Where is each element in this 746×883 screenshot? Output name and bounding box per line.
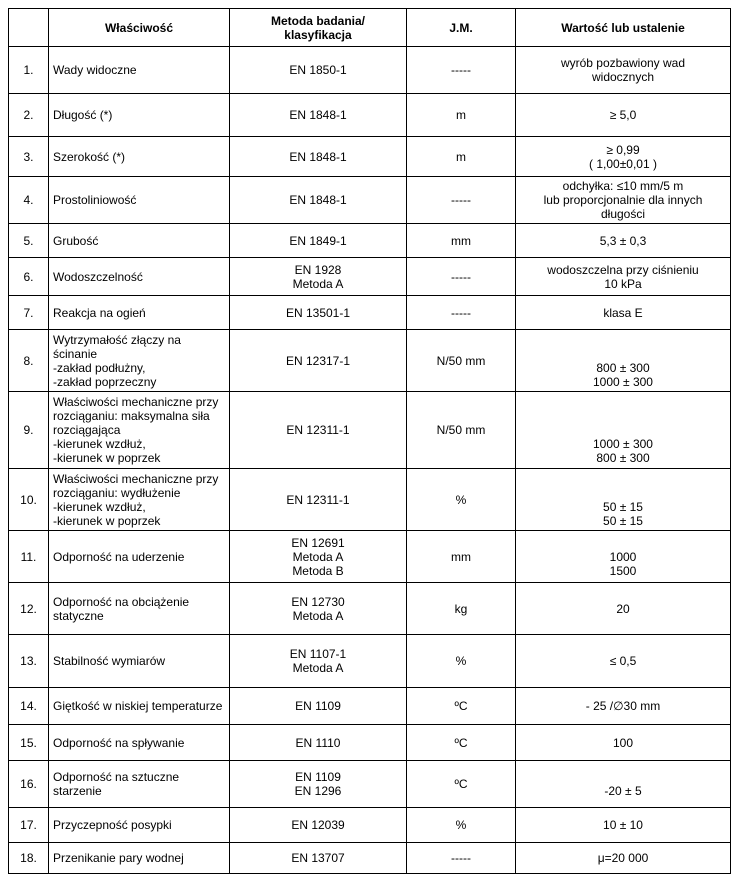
- table-row: [9, 808, 731, 843]
- unit: N/50 mm: [407, 392, 516, 469]
- test-method: EN 12311-1: [230, 392, 407, 469]
- property-name: Wytrzymałość złączy na ścinanie -zakład podłużny, -zakład poprzeczny: [49, 330, 230, 392]
- property-name: Prostoliniowość: [49, 177, 230, 224]
- table-row: [9, 224, 731, 258]
- property-name: Szerokość (*): [49, 137, 230, 177]
- property-name: Wodoszczelność: [49, 258, 230, 296]
- table-row: [9, 531, 731, 583]
- unit: %: [407, 469, 516, 531]
- unit: kg: [407, 583, 516, 635]
- value: wyrób pozbawiony wad widocznych: [516, 47, 731, 94]
- table-row: [9, 330, 731, 392]
- test-method: EN 12691 Metoda A Metoda B: [230, 531, 407, 583]
- row-number: 11.: [9, 531, 49, 583]
- property-name: Reakcja na ogień: [49, 296, 230, 330]
- test-method: EN 1107-1 Metoda A: [230, 635, 407, 688]
- property-name: Wady widoczne: [49, 47, 230, 94]
- row-number: 4.: [9, 177, 49, 224]
- unit: -----: [407, 258, 516, 296]
- value: 5,3 ± 0,3: [516, 224, 731, 258]
- table-row: [9, 761, 731, 808]
- table-row: [9, 635, 731, 688]
- unit: m: [407, 94, 516, 137]
- table-row: [9, 137, 731, 177]
- test-method: EN 12311-1: [230, 469, 407, 531]
- property-name: Długość (*): [49, 94, 230, 137]
- unit: N/50 mm: [407, 330, 516, 392]
- unit: mm: [407, 531, 516, 583]
- row-number: 1.: [9, 47, 49, 94]
- value: 1000 ± 300 800 ± 300: [516, 392, 731, 469]
- header-row: [9, 9, 731, 47]
- unit: mm: [407, 224, 516, 258]
- test-method: EN 1928 Metoda A: [230, 258, 407, 296]
- header-method: Metoda badania/ klasyfikacja: [230, 9, 407, 47]
- header-number: [9, 9, 49, 47]
- row-number: 10.: [9, 469, 49, 531]
- value: 10 ± 10: [516, 808, 731, 843]
- row-number: 8.: [9, 330, 49, 392]
- table-row: [9, 469, 731, 531]
- value: ≥ 0,99 ( 1,00±0,01 ): [516, 137, 731, 177]
- row-number: 14.: [9, 688, 49, 725]
- table-row: [9, 688, 731, 725]
- property-name: Stabilność wymiarów: [49, 635, 230, 688]
- test-method: EN 1110: [230, 725, 407, 761]
- test-method: EN 13501-1: [230, 296, 407, 330]
- table-row: [9, 296, 731, 330]
- row-number: 7.: [9, 296, 49, 330]
- row-number: 12.: [9, 583, 49, 635]
- test-method: EN 1109: [230, 688, 407, 725]
- header-unit: J.M.: [407, 9, 516, 47]
- table-row: [9, 843, 731, 874]
- row-number: 17.: [9, 808, 49, 843]
- unit: ºC: [407, 725, 516, 761]
- row-number: 2.: [9, 94, 49, 137]
- row-number: 3.: [9, 137, 49, 177]
- header-property: Właściwość: [49, 9, 230, 47]
- test-method: EN 1850-1: [230, 47, 407, 94]
- table-row: [9, 94, 731, 137]
- row-number: 18.: [9, 843, 49, 874]
- row-number: 9.: [9, 392, 49, 469]
- property-name: Giętkość w niskiej temperaturze: [49, 688, 230, 725]
- table-row: [9, 258, 731, 296]
- value: - 25 /∅30 mm: [516, 688, 731, 725]
- row-number: 6.: [9, 258, 49, 296]
- table-row: [9, 392, 731, 469]
- property-name: Przenikanie pary wodnej: [49, 843, 230, 874]
- property-name: Odporność na uderzenie: [49, 531, 230, 583]
- test-method: EN 1848-1: [230, 94, 407, 137]
- unit: -----: [407, 843, 516, 874]
- property-name: Przyczepność posypki: [49, 808, 230, 843]
- property-name: Właściwości mechaniczne przy rozciąganiu: wydłużenie -kierunek wzdłuż, -kierunek w poprzek: [49, 469, 230, 531]
- value: 100: [516, 725, 731, 761]
- table-row: [9, 725, 731, 761]
- row-number: 5.: [9, 224, 49, 258]
- unit: ºC: [407, 761, 516, 808]
- value: ≤ 0,5: [516, 635, 731, 688]
- value: 800 ± 300 1000 ± 300: [516, 330, 731, 392]
- unit: -----: [407, 296, 516, 330]
- test-method: EN 1848-1: [230, 137, 407, 177]
- value: 20: [516, 583, 731, 635]
- property-name: Odporność na sztuczne starzenie: [49, 761, 230, 808]
- value: klasa E: [516, 296, 731, 330]
- test-method: EN 12039: [230, 808, 407, 843]
- property-name: Właściwości mechaniczne przy rozciąganiu: maksymalna siła rozciągająca -kierunek wzdłuż, -kierunek w poprzek: [49, 392, 230, 469]
- value: 1000 1500: [516, 531, 731, 583]
- unit: -----: [407, 47, 516, 94]
- row-number: 13.: [9, 635, 49, 688]
- row-number: 16.: [9, 761, 49, 808]
- unit: m: [407, 137, 516, 177]
- value: 50 ± 15 50 ± 15: [516, 469, 731, 531]
- test-method: EN 1109 EN 1296: [230, 761, 407, 808]
- unit: %: [407, 635, 516, 688]
- test-method: EN 1848-1: [230, 177, 407, 224]
- test-method: EN 13707: [230, 843, 407, 874]
- table-row: [9, 177, 731, 224]
- table-row: [9, 47, 731, 94]
- unit: -----: [407, 177, 516, 224]
- property-name: Odporność na spływanie: [49, 725, 230, 761]
- test-method: EN 12317-1: [230, 330, 407, 392]
- test-method: EN 1849-1: [230, 224, 407, 258]
- value: -20 ± 5: [516, 761, 731, 808]
- property-name: Grubość: [49, 224, 230, 258]
- property-name: Odporność na obciążenie statyczne: [49, 583, 230, 635]
- value: μ=20 000: [516, 843, 731, 874]
- unit: ºC: [407, 688, 516, 725]
- unit: %: [407, 808, 516, 843]
- properties-table: [8, 8, 731, 874]
- value: ≥ 5,0: [516, 94, 731, 137]
- test-method: EN 12730 Metoda A: [230, 583, 407, 635]
- value: odchyłka: ≤10 mm/5 m lub proporcjonalnie dla innych długości: [516, 177, 731, 224]
- header-value: Wartość lub ustalenie: [516, 9, 731, 47]
- value: wodoszczelna przy ciśnieniu 10 kPa: [516, 258, 731, 296]
- row-number: 15.: [9, 725, 49, 761]
- table-row: [9, 583, 731, 635]
